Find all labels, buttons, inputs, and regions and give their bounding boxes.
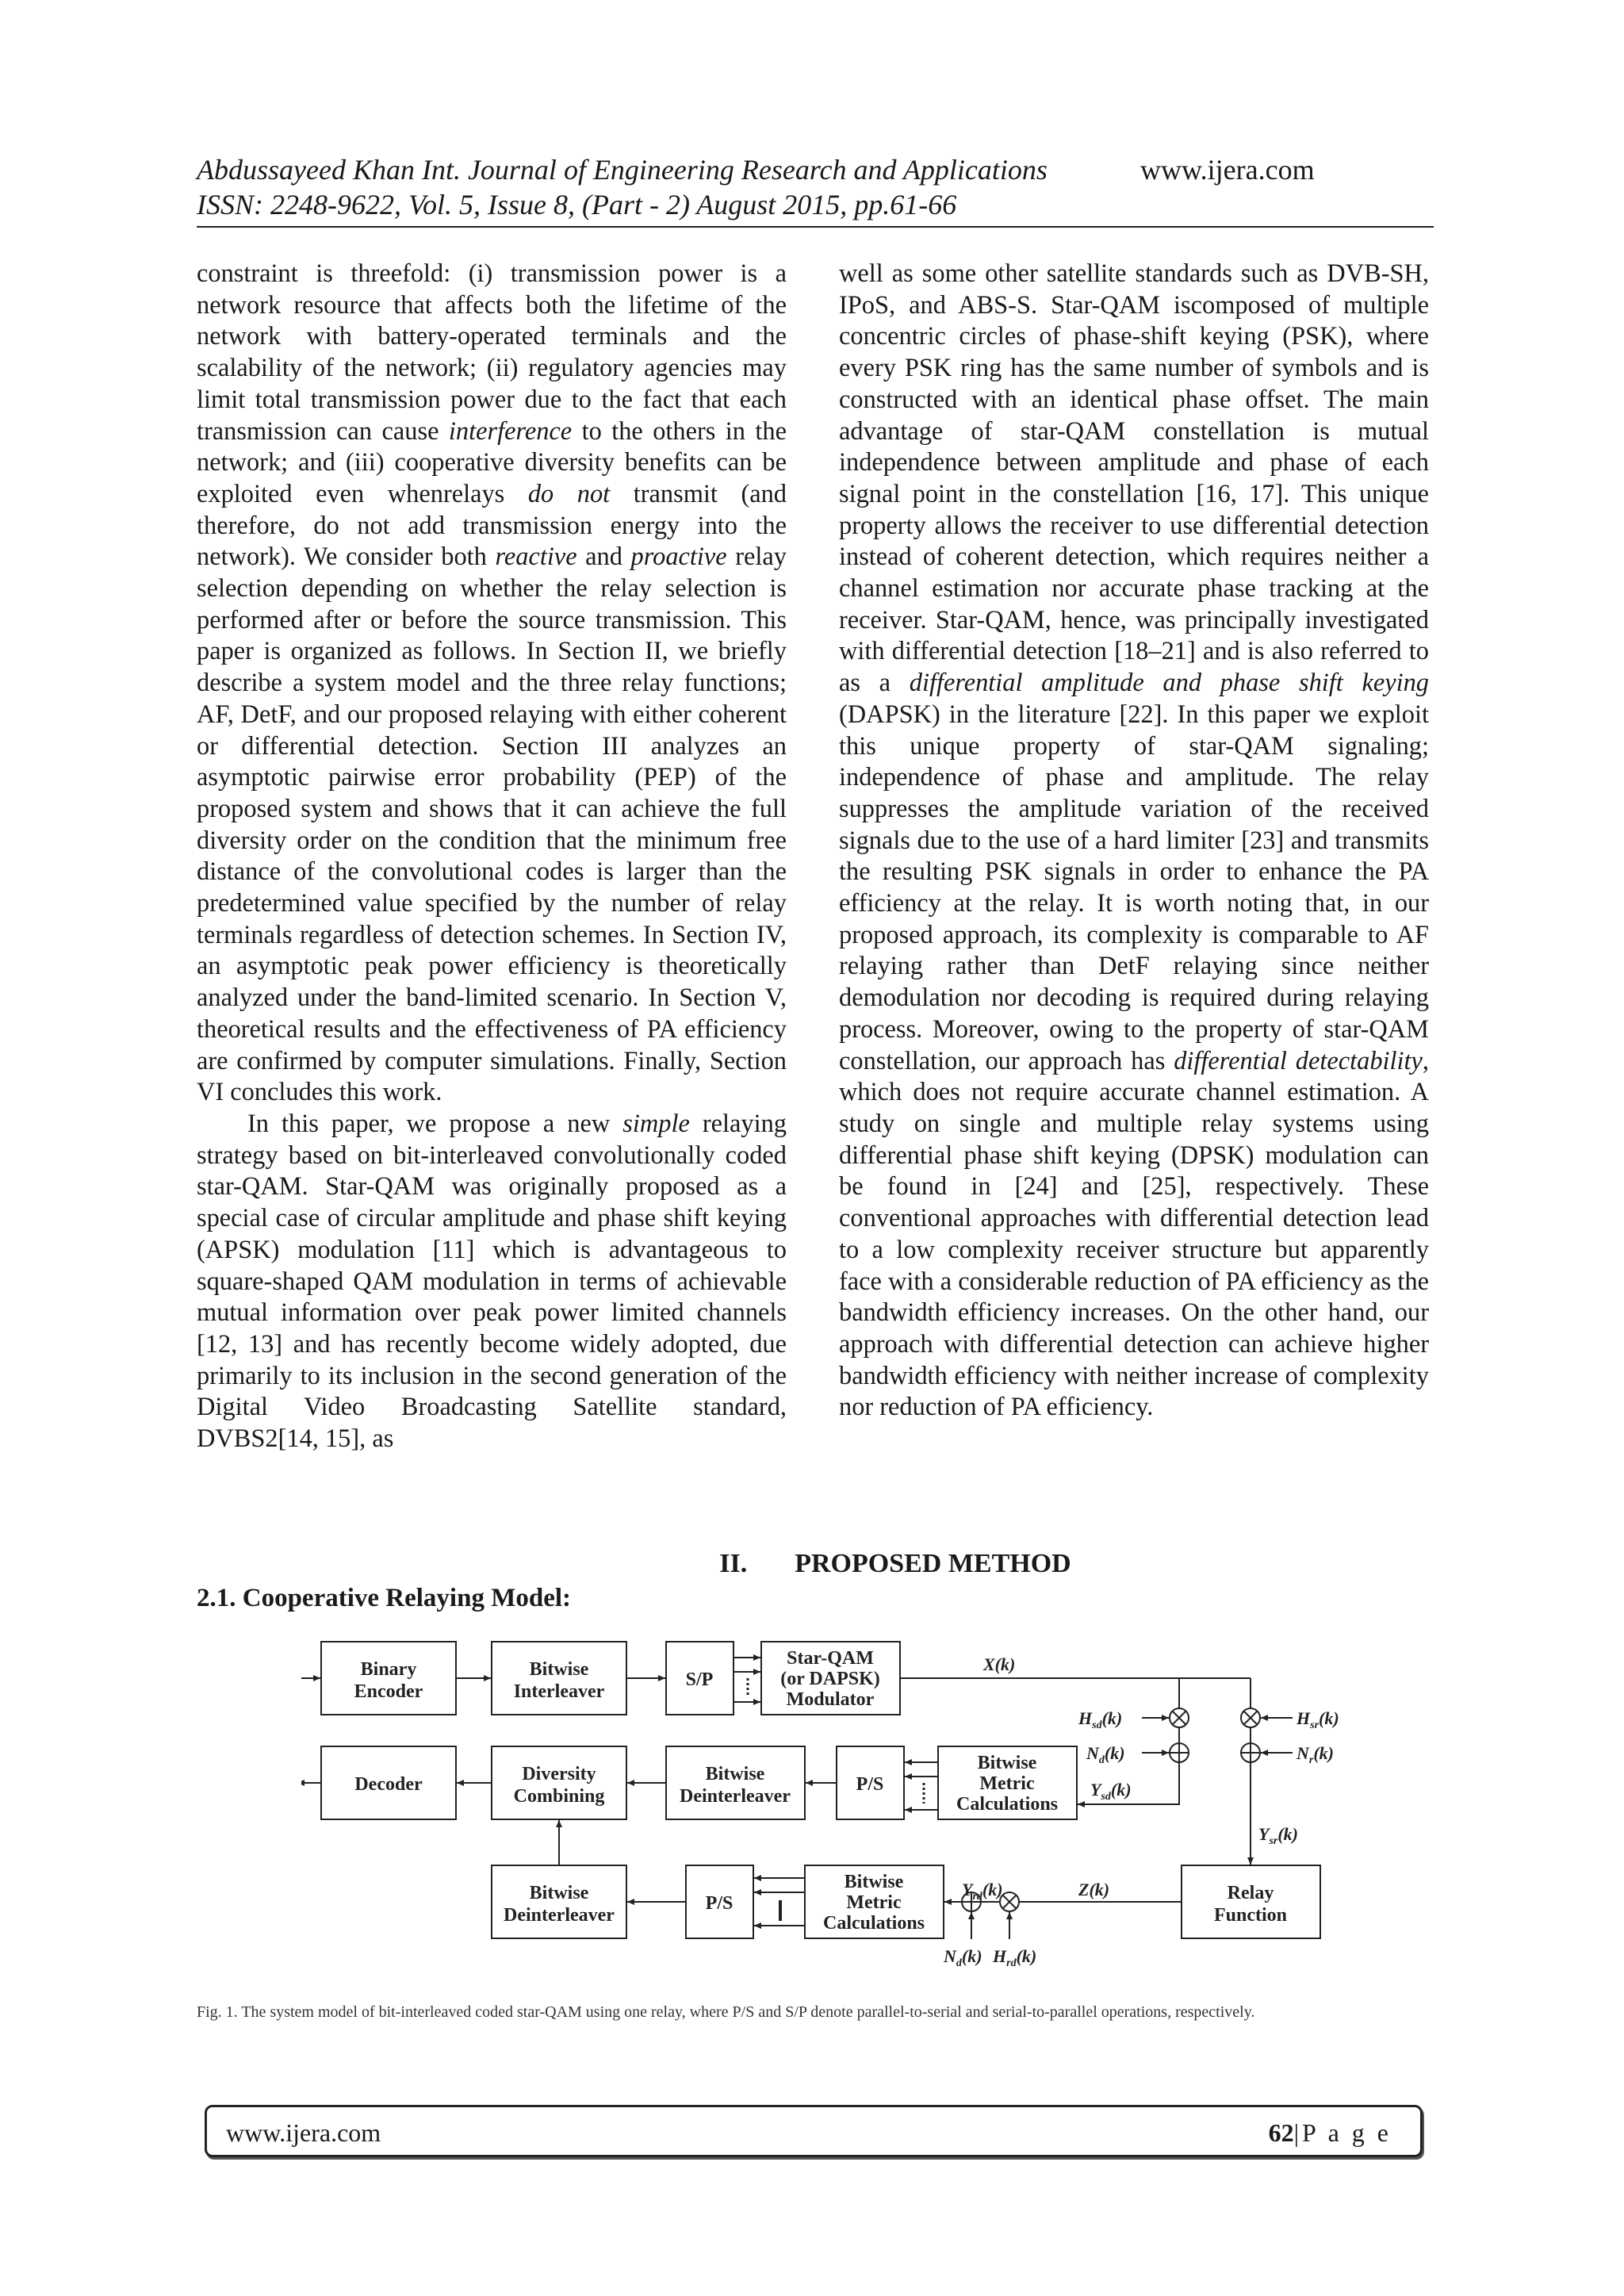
hsr-label: $H_{sr}(k)$	[1297, 1708, 1339, 1731]
nd-top-label: $N_d(k)$	[1086, 1743, 1125, 1766]
footer-page-number: 62|P a g e	[1268, 2118, 1392, 2147]
figure-caption: Fig. 1. The system model of bit-interleaved coded star-QAM using one relay, where P/S and S/P denote parallel-to-serial and serial-to-parallel operations, respectively.	[197, 2003, 1255, 2021]
section-number: II.	[719, 1549, 748, 1578]
section-title: PROPOSED METHOD	[795, 1549, 1071, 1578]
left-paragraph-2: In this paper, we propose a new simple relaying strategy based on bit-interleaved convolutionally coded star-QAM. Star-QAM was originally proposed as a special case of circular amplitude and phase shift keying (APSK) modulation [11] which is advantageous to square-shaped QAM modulation in terms of achievable mutual information over peak power limited channels [12, 13] and has recently become widely adopted, due primarily to its inclusion in the second generation of the Digital Video Broadcasting Satellite standard, DVBS2[14, 15], as	[197, 1109, 787, 1454]
modulator-label-3: Modulator	[786, 1689, 875, 1710]
hrd-label: $H_{rd}(k)$	[993, 1946, 1037, 1969]
binary-encoder-label-1: Binary	[360, 1659, 417, 1680]
header-issn-line: ISSN: 2248-9622, Vol. 5, Issue 8, (Part - 2) August 2015, pp.61-66	[197, 189, 957, 220]
page-footer	[205, 2105, 1423, 2157]
deinterleaver-bottom-label-2: Deinterleaver	[504, 1905, 615, 1926]
deinterleaver-bottom-label-1: Bitwise	[529, 1883, 589, 1903]
diversity-label-2: Combining	[513, 1786, 605, 1807]
header-website: www.ijera.com	[1140, 154, 1315, 186]
left-column	[197, 259, 787, 1455]
relay-function-label-1: Relay	[1227, 1883, 1274, 1903]
left-paragraph-1: constraint is threefold: (i) transmission power is a network resource that affects both the lifetime of the network with battery-operated terminals and the scalability of the network; (ii) regulatory agencies may limit total transmission power due to the fact that each transmission can cause interference to the others in the network; and (iii) cooperative diversity benefits can be exploited even whenrelays do not transmit (and therefore, do not add transmission energy into the network). We consider both reactive and proactive relay selection depending on whether the relay selection is performed after or before the source transmission. This paper is organized as follows. In Section II, we briefly describe a system model and the three relay functions; AF, DetF, and our proposed relaying with either coherent or differential detection. Section III analyzes an asymptotic pairwise error probability (PEP) of the proposed system and shows that it can achieve the full diversity order on the condition that the minimum free distance of the convolutional codes is larger than the predetermined value specified by the number of relay terminals regardless of detection schemes. In Section IV, an asymptotic peak power efficiency is theoretically analyzed under the band-limited scenario. In Section V, theoretical results and the effectiveness of PA efficiency are confirmed by computer simulations. Finally, Section VI concludes this work.	[197, 259, 787, 1107]
nd-bottom-label: $N_d(k)$	[944, 1946, 982, 1969]
metric-top-label-3: Calculations	[956, 1794, 1059, 1815]
xk-label: X(k)	[983, 1654, 1016, 1674]
interleaver-label-1: Bitwise	[529, 1659, 589, 1680]
metric-bottom-label-1: Bitwise	[844, 1872, 904, 1892]
ps-top-label: P/S	[856, 1774, 884, 1795]
right-column	[839, 259, 1429, 1424]
ps-bottom-label: P/S	[705, 1893, 733, 1914]
yrd-label: $Y_{rd}(k)$	[962, 1880, 1003, 1903]
header-journal-line: Abdussayeed Khan Int. Journal of Engineering Research and Applications	[197, 154, 1048, 186]
footer-website: www.ijera.com	[226, 2118, 381, 2147]
diversity-label-1: Diversity	[522, 1764, 596, 1784]
header-rule	[197, 226, 1434, 228]
deinterleaver-top-label-1: Bitwise	[705, 1764, 765, 1784]
running-header	[197, 152, 1434, 222]
hsd-label: $H_{sd}(k)$	[1078, 1708, 1123, 1731]
block-diagram	[301, 1626, 1348, 1975]
deinterleaver-top-label-2: Deinterleaver	[680, 1786, 791, 1807]
right-paragraph-1: well as some other satellite standards such as DVB-SH, IPoS, and ABS-S. Star-QAM iscomposed of multiple concentric circles of phase-shift keying (PSK), where every PSK ring has the same number of symbols and is constructed with an identical phase offset. The main advantage of star-QAM constellation is mutual independence between amplitude and phase of each signal point in the constellation [16, 17]. This unique property allows the receiver to use differential detection instead of coherent detection, which requires neither a channel estimation nor accurate phase tracking at the receiver. Star-QAM, hence, was principally investigated with differential detection [18–21] and is also referred to as a differential amplitude and phase shift keying (DAPSK) in the literature [22]. In this paper we exploit this unique property of star-QAM signaling; independence of phase and amplitude. The relay suppresses the amplitude variation of the received signals due to the use of a hard limiter [23] and transmits the resulting PSK signals in order to enhance the PA efficiency at the relay. It is worth noting that, in our proposed approach, its complexity is comparable to AF relaying rather than DetF relaying since neither demodulation nor decoding is required during relaying process. Moreover, owing to the property of star-QAM constellation, our approach has differential detectability, which does not require accurate channel estimation. A study on single and multiple relay systems using differential phase shift keying (DPSK) modulation can be found in [24] and [25], respectively. These conventional approaches with differential detection lead to a low complexity receiver structure but apparently face with a considerable reduction of PA efficiency as the bandwidth efficiency increases. On the other hand, our approach with differential detection can achieve higher bandwidth efficiency with neither increase of complexity nor reduction of PA efficiency.	[839, 259, 1429, 1422]
zk-label: Z(k)	[1078, 1880, 1110, 1899]
section-heading	[0, 1548, 1624, 1580]
subsection-heading: 2.1. Cooperative Relaying Model:	[197, 1584, 572, 1612]
metric-bottom-label-3: Calculations	[822, 1913, 925, 1934]
binary-encoder-label-2: Encoder	[354, 1681, 423, 1702]
interleaver-label-2: Interleaver	[513, 1681, 605, 1702]
decoder-label: Decoder	[354, 1774, 423, 1795]
nr-label: $N_r(k)$	[1297, 1743, 1334, 1766]
modulator-label-2: (or DAPSK)	[780, 1669, 880, 1689]
ysd-label: $Y_{sd}(k)$	[1090, 1780, 1132, 1803]
system-model-figure	[301, 1626, 1348, 1975]
metric-top-label-2: Metric	[979, 1773, 1035, 1794]
modulator-label-1: Star-QAM	[787, 1648, 874, 1669]
metric-top-label-1: Bitwise	[977, 1753, 1037, 1773]
sp-label: S/P	[685, 1669, 714, 1690]
ysr-label: $Y_{sr}(k)$	[1258, 1824, 1299, 1847]
relay-function-label-2: Function	[1213, 1905, 1288, 1926]
metric-bottom-label-2: Metric	[846, 1892, 902, 1913]
